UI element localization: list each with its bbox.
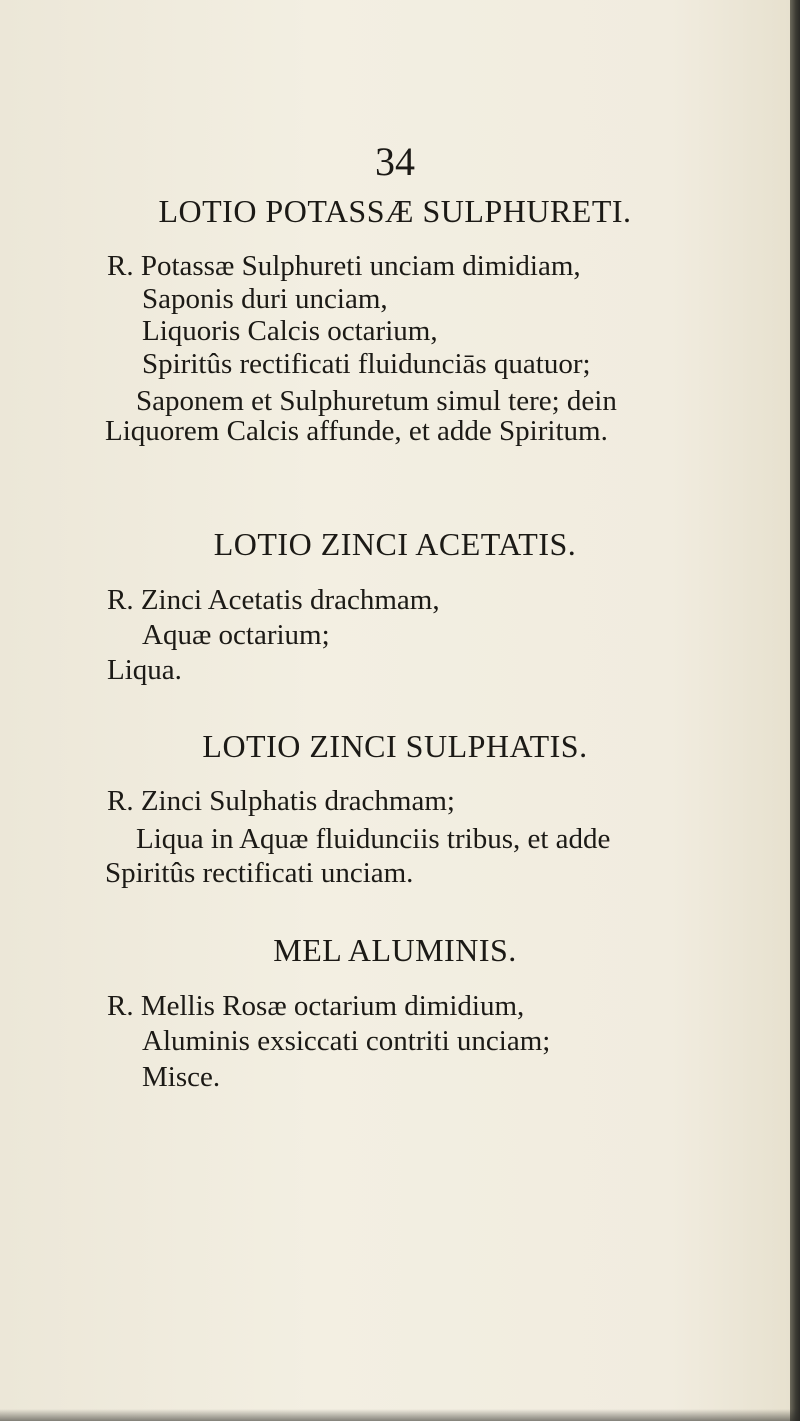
page-bottom-shadow <box>0 1409 800 1421</box>
recipe-line: Saponis duri unciam, <box>142 283 388 315</box>
recipe-instruction: Spiritûs rectificati unciam. <box>105 857 414 889</box>
recipe-line: Aluminis exsiccati contriti unciam; <box>142 1025 551 1057</box>
book-spine-edge <box>790 0 800 1421</box>
recipe-instruction: Saponem et Sulphuretum simul tere; dein <box>136 385 617 417</box>
section-title-lotio-zinci-sulphatis: LOTIO ZINCI SULPHATIS. <box>202 728 588 764</box>
page-number: 34 <box>375 139 415 184</box>
section-title-lotio-zinci-acetatis: LOTIO ZINCI ACETATIS. <box>213 526 577 562</box>
recipe-line: R. Potassæ Sulphureti unciam dimidiam, <box>107 250 581 282</box>
recipe-line: R. Zinci Acetatis drachmam, <box>107 584 440 616</box>
recipe-instruction: Liquorem Calcis affunde, et adde Spiritum. <box>105 415 608 447</box>
recipe-instruction: Liqua. <box>107 654 182 686</box>
recipe-instruction: Liqua in Aquæ fluidunciis tribus, et adde <box>136 823 611 855</box>
recipe-line: Liquoris Calcis octarium, <box>142 315 438 347</box>
section-title-lotio-potassae-sulphureti: LOTIO POTASSÆ SULPHURETI. <box>158 193 632 229</box>
recipe-line: Aquæ octarium; <box>142 619 330 651</box>
recipe-line: R. Mellis Rosæ octarium dimidium, <box>107 990 525 1022</box>
recipe-line: Spiritûs rectificati fluidunciās quatuor; <box>142 348 591 380</box>
section-title-mel-aluminis: MEL ALUMINIS. <box>273 932 517 968</box>
recipe-instruction: Misce. <box>142 1061 221 1093</box>
recipe-line: R. Zinci Sulphatis drachmam; <box>107 785 455 817</box>
